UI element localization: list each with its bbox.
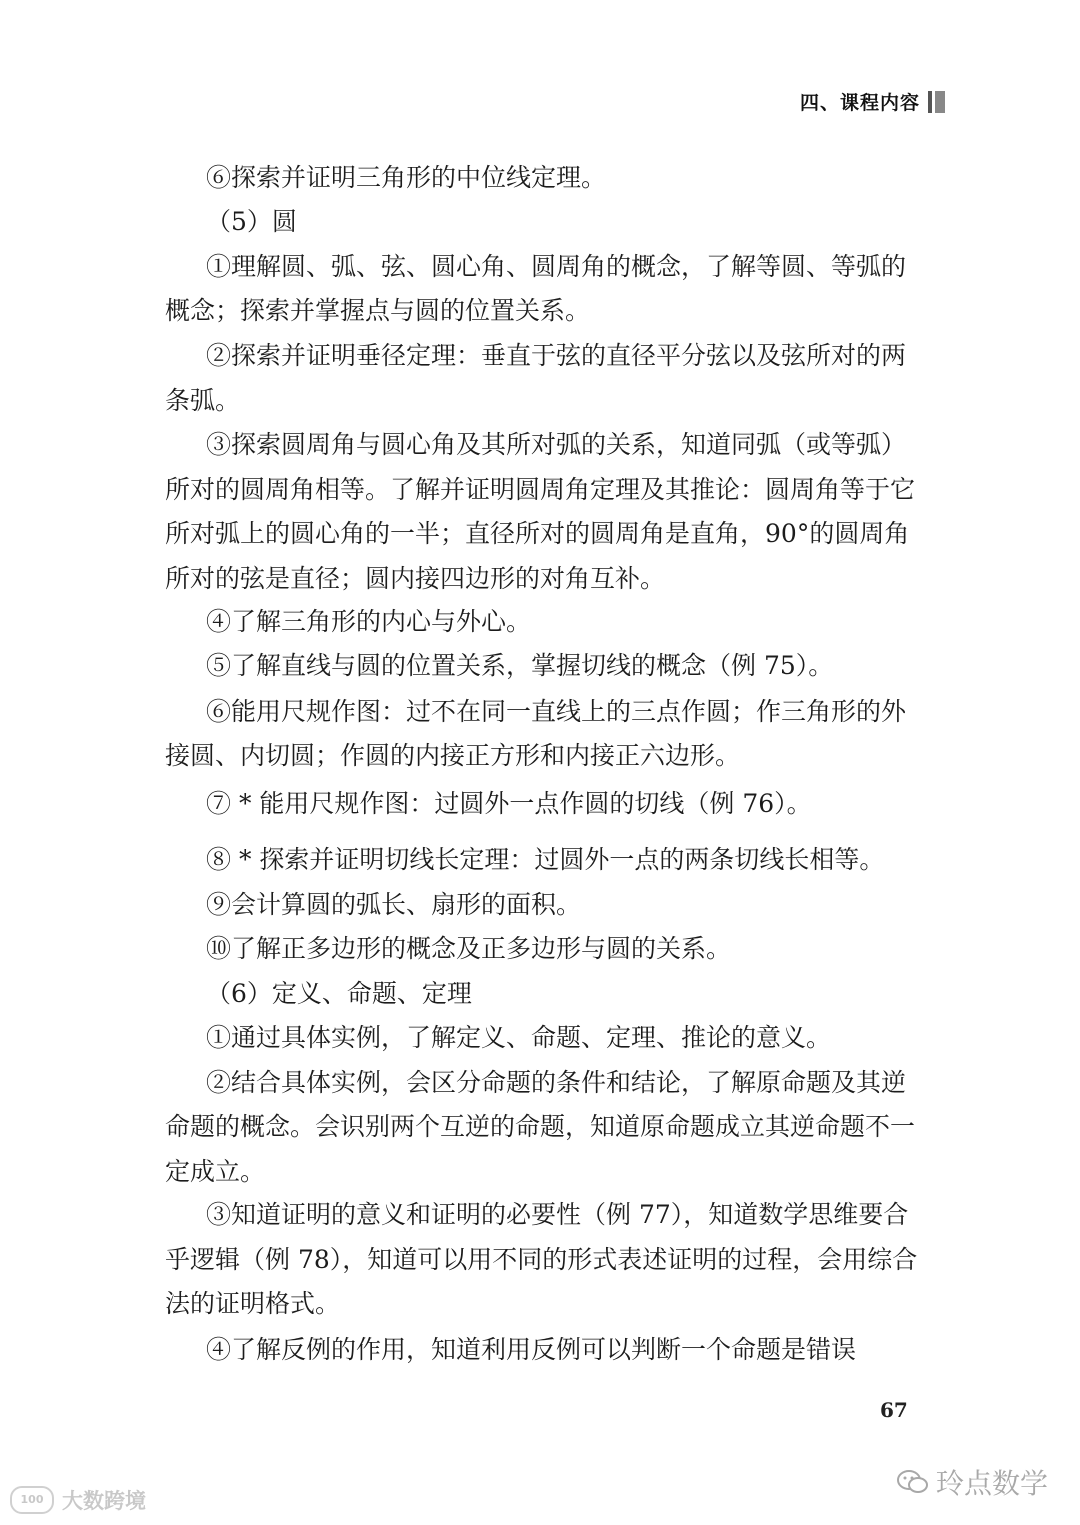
text-line: ⑩了解正多边形的概念及正多边形与圆的关系。 xyxy=(206,934,732,963)
text-line: ③探索圆周角与圆心角及其所对弧的关系，知道同弧（或等弧） xyxy=(206,430,907,459)
watermark-right xyxy=(896,1462,1048,1502)
section-heading: （6）定义、命题、定理 xyxy=(206,979,472,1008)
text-line: ①理解圆、弧、弦、圆心角、圆周角的概念，了解等圆、等弧的 xyxy=(206,252,907,281)
text-line: 定成立。 xyxy=(165,1157,266,1186)
text-line: ⑨会计算圆的弧长、扇形的面积。 xyxy=(206,890,582,919)
text-line: 所对的圆周角相等。了解并证明圆周角定理及其推论：圆周角等于它 xyxy=(165,475,916,504)
text-line: 条弧。 xyxy=(165,386,241,415)
text-line: 所对弧上的圆心角的一半；直径所对的圆周角是直角，90°的圆周角 xyxy=(165,519,910,548)
page-number: 67 xyxy=(880,1398,908,1422)
text-line: 法的证明格式。 xyxy=(165,1289,341,1318)
header-decoration xyxy=(928,91,945,113)
text-line: 概念；探索并掌握点与圆的位置关系。 xyxy=(165,296,591,325)
text-line: ②结合具体实例，会区分命题的条件和结论，了解原命题及其逆 xyxy=(206,1068,907,1097)
watermark-left xyxy=(10,1485,146,1515)
text-line: ⑥探索并证明三角形的中位线定理。 xyxy=(206,163,607,192)
text-line: 命题的概念。会识别两个互逆的命题，知道原命题成立其逆命题不一 xyxy=(165,1112,916,1141)
text-line: ①通过具体实例，了解定义、命题、定理、推论的意义。 xyxy=(206,1023,832,1052)
text-line: ⑧ * 探索并证明切线长定理：过圆外一点的两条切线长相等。 xyxy=(206,845,885,874)
text-line: 所对的弦是直径；圆内接四边形的对角互补。 xyxy=(165,564,666,593)
wechat-icon xyxy=(896,1468,930,1496)
text-line: 乎逻辑（例 78），知道可以用不同的形式表述证明的过程，会用综合 xyxy=(165,1245,918,1274)
text-line: ③知道证明的意义和证明的必要性（例 77），知道数学思维要合 xyxy=(206,1200,909,1229)
watermark-text: 大数跨境 xyxy=(62,1489,146,1513)
text-line: ⑥能用尺规作图：过不在同一直线上的三点作圆；作三角形的外 xyxy=(206,697,907,726)
text-line: ④了解反例的作用，知道利用反例可以判断一个命题是错误 xyxy=(206,1335,857,1364)
text-line: ②探索并证明垂径定理：垂直于弦的直径平分弦以及弦所对的两 xyxy=(206,341,907,370)
text-line: ④了解三角形的内心与外心。 xyxy=(206,607,532,636)
chapter-title: 四、课程内容 xyxy=(799,92,920,114)
running-header xyxy=(800,88,945,115)
text-line: ⑤了解直线与圆的位置关系，掌握切线的概念（例 75）。 xyxy=(206,651,834,680)
watermark-logo-icon: 100 xyxy=(10,1486,54,1514)
text-line: ⑦ * 能用尺规作图：过圆外一点作圆的切线（例 76）。 xyxy=(206,789,812,818)
section-heading: （5）圆 xyxy=(206,207,297,236)
watermark-text: 玲点数学 xyxy=(935,1467,1048,1500)
text-line: 接圆、内切圆；作圆的内接正方形和内接正六边形。 xyxy=(165,741,741,770)
